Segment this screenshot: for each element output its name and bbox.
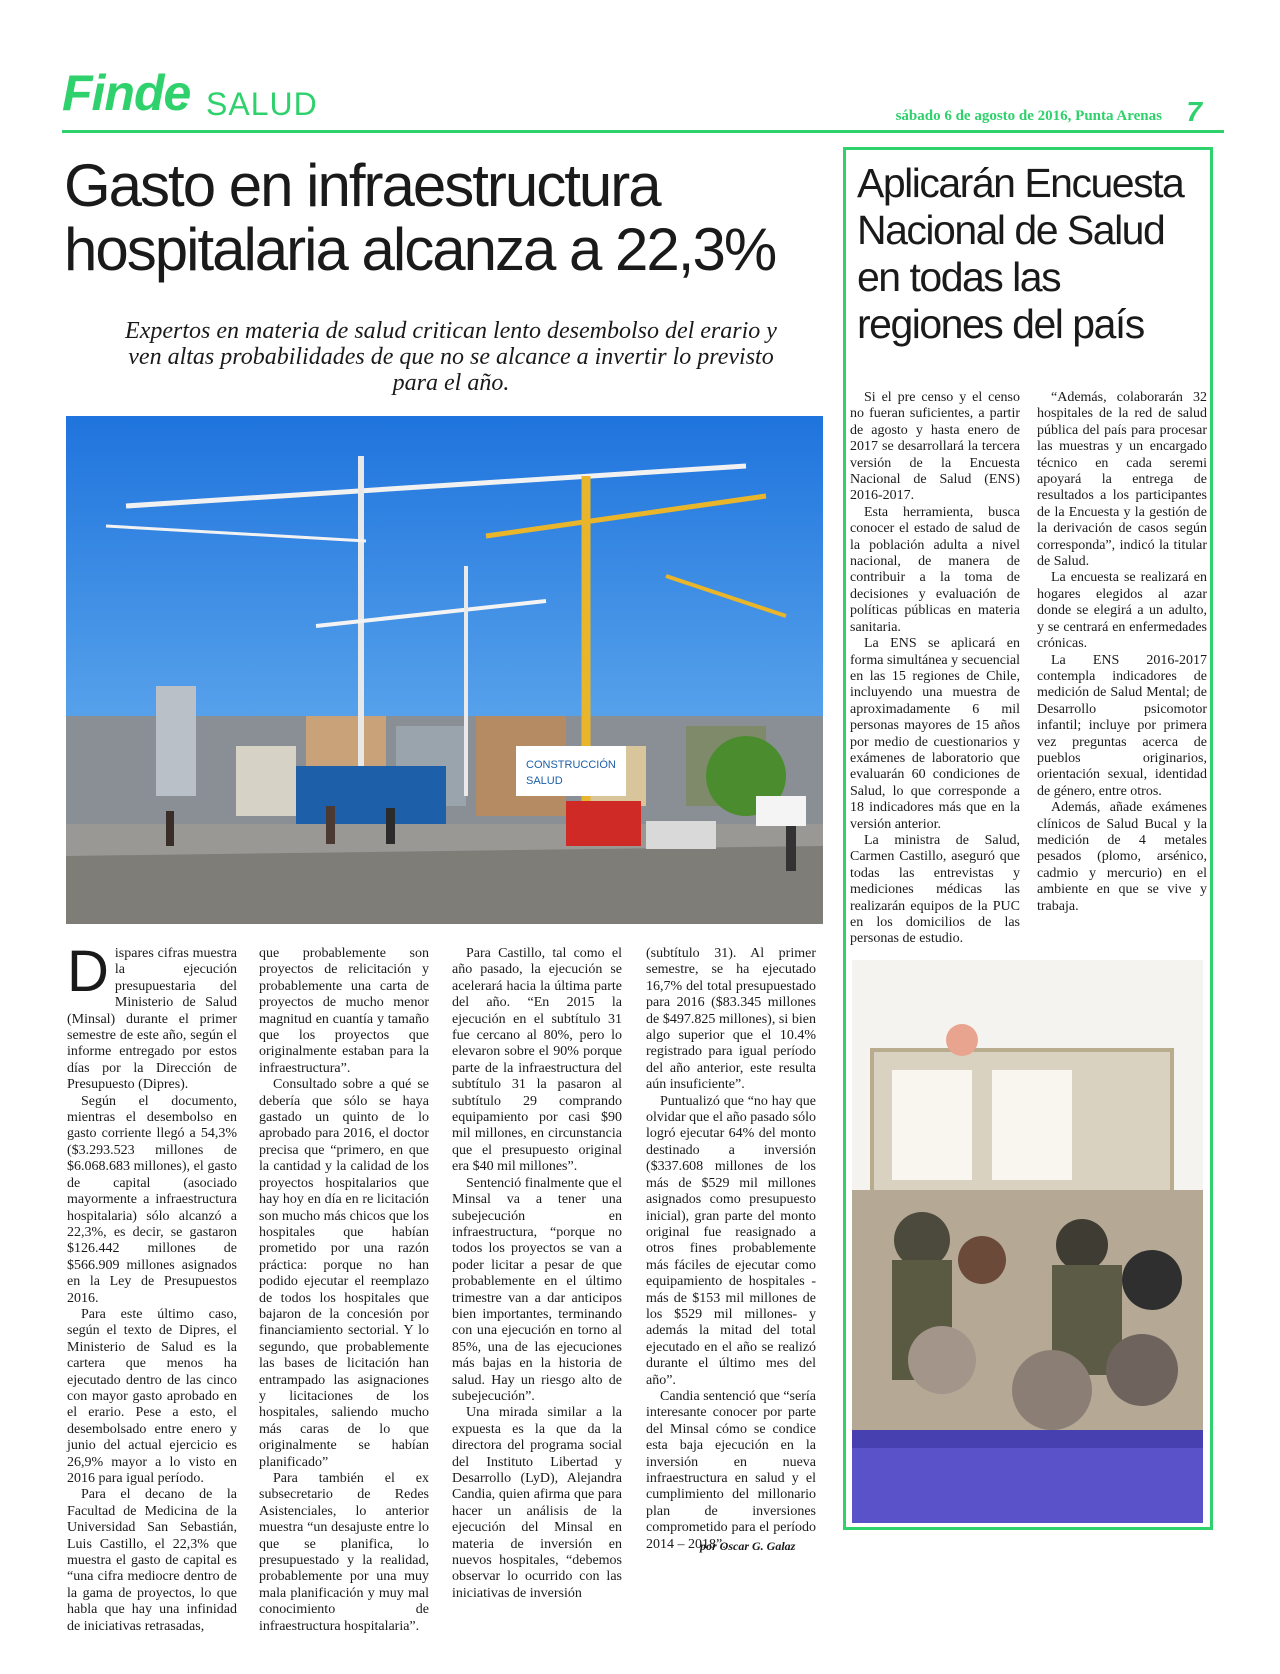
paragraph: La ENS 2016-2017 contempla indicadores de medición de Salud Mental; de Desarrollo psicomotor infantil; incluye por primera vez preguntas acerca de pueblos originarios, orientación sexual, identidad de género, entre otros.	[1037, 652, 1207, 799]
page-number: 7	[1186, 96, 1202, 127]
subhead-line: Expertos en materia de salud critican lento desembolso del erario y	[125, 318, 777, 344]
paragraph: “Además, colaborarán 32 hospitales de la red de salud pública del país para procesar las muestras y un encargado técnico en cada seremi apoyará la entrega de resultados a los participantes de la Encuesta y la gestión de la derivación de casos según corresponda”, indicó la titular de Salud.	[1037, 390, 1207, 570]
paragraph: Para el decano de la Facultad de Medicina de la Universidad San Sebastián, Luis Castillo, el 22,3% que muestra el gasto de capital es “una cifra mediocre dentro de la gama de proyectos, lo que habla que hay una infinidad de iniciativas retrasadas,	[67, 1487, 237, 1634]
paragraph: Candia sentenció que “sería interesante conocer por parte del Minsal cómo se condice esta baja ejecución en la inversión en nueva infraestructura en salud y el cumplimiento del millonario plan de inversiones comprometido para el período 2014 – 2018”.	[646, 1388, 816, 1552]
hospital-waiting-room-photo	[852, 960, 1203, 1523]
paragraph: Esta herramienta, busca conocer el estado de salud de la población adulta a nivel nacional, de manera de contribuir a la toma de decisiones y evaluación de políticas públicas en materia sanitaria.	[850, 504, 1020, 635]
paragraph: Una mirada similar a la expuesta es la que da la directora del programa social del Instituto Libertad y Desarrollo (LyD), Alejandra Candia, quien afirma que para hacer un análisis de la ejecución del Minsal en materia de inversión en nuevos hospitales, “debemos observar lo ocurrido con las iniciativas de inversión	[452, 1405, 622, 1601]
paragraph: Para Castillo, tal como el año pasado, la ejecución se acelerará hacia la última parte del año. “En 2015 la ejecución en el subtítulo 31 fue cercano al 80%, pero lo elevaron sobre el 90% porque parte de la infraestructura del subtítulo 31 la pasaron al subtítulo 29 comprando equipamiento por casi $90 mil millones, en circunstancia que el presupuesto original era $40 mil millones”.	[452, 946, 622, 1175]
paragraph: que probablemente son proyectos de relicitación y probablemente una carta de proyectos de mucho menor magnitud en cuantía y tamaño que los proyectos que originalmente estaban para la infraestructura”.	[259, 946, 429, 1076]
paragraph: Consultado sobre a qué se debería que sólo se haya gastado un quinto de lo aprobado para 2016, el doctor precisa que “primero, en que la cantidad y la calidad de los proyectos hospitalarios que hay hoy en día en re licitación son mucho más chicos que los hospitales que habían prometido por una razón práctica: porque no han podido ejecutar el reemplazo de todos los hospitales que bajaron de la concesión por financiamiento sectorial. Y lo segundo, que probablemente las bases de licitación han entrampado las asignaciones y licitaciones de los hospitales, saliendo mucho más caras de lo que originalmente se habían planificado”	[259, 1077, 429, 1470]
sidebar-headline-line: Aplicarán Encuesta	[857, 160, 1184, 206]
sidebar-headline-line: Nacional de Salud	[857, 207, 1165, 253]
sidebar-headline-line: regiones del país	[857, 301, 1144, 347]
sidebar-headline	[857, 160, 1207, 348]
headline-line: Gasto en infraestructura	[64, 152, 660, 219]
byline: por Oscar G. Galaz	[700, 1539, 796, 1553]
sidebar-column-1	[850, 390, 1020, 948]
article-subhead	[70, 318, 832, 396]
paragraph: ispares cifras muestra la ejecución presupuestaria del Ministerio de Salud (Minsal) durante el primer semestre de este año, según el informe entregado por estos días por la Dirección de Presupuesto (Dipres).	[67, 946, 237, 1093]
article-column-4	[646, 946, 816, 1553]
section-label: SALUD	[206, 86, 318, 122]
paragraph: La encuesta se realizará en hogares elegidos al azar donde se elegirá a un adulto, y se centrará en enfermedades crónicas.	[1037, 570, 1207, 652]
drop-cap: D	[67, 939, 109, 1004]
construction-cranes-photo	[66, 416, 823, 924]
header-rule	[62, 130, 1224, 133]
paragraph: Puntualizó que “no hay que olvidar que el año pasado sólo logró ejecutar 64% del monto destinado a inversión ($337.608 millones de los más de $529 mil millones asignados como presupuesto inicial), gran parte del monto original fue reasignado a otros fines probablemente más fáciles de ejecutar como equipamiento de hospitales -más de $153 mil millones de los $529 mil millones- y además la mitad del total ejecutado en el año se realizó durante el último mes del año”.	[646, 1093, 816, 1388]
paragraph: Para también el ex subsecretario de Redes Asistenciales, lo anterior muestra “un desajuste entre lo que se planifica, lo presupuestado y la realidad, probablemente por una muy mala planificación y muy mal conocimiento de infraestructura hospitalaria”.	[259, 1471, 429, 1634]
article-column-3	[452, 946, 622, 1602]
paragraph: La ministra de Salud, Carmen Castillo, aseguró que todas las entrevistas y mediciones médicas las realizarán equipos de la PUC en los domicilios de las personas de estudio.	[850, 832, 1020, 947]
sign-text: CONSTRUCCIÓN	[526, 759, 616, 771]
article-column-1	[67, 939, 237, 1635]
sidebar-headline-line: en todas las	[857, 254, 1061, 300]
sign-text: SALUD	[526, 775, 563, 787]
paragraph: (subtítulo 31). Al primer semestre, se ha ejecutado 16,7% del total presupuestado para 2016 ($83.345 millones de $497.825 millones), si bien algo superior que el 10.4% registrado para igual período del año anterior, este resulta aún insuficiente”.	[646, 946, 816, 1093]
subhead-line: para el año.	[392, 370, 510, 396]
paragraph: Para este último caso, según el texto de Dipres, el Ministerio de Salud es la cartera que menos ha ejecutado dentro de las cinco con mayor gasto aprobado en el erario. Pese a esto, el desembolsado entre enero y junio del actual ejercicio es 26,9% mayor a lo visto en 2016 para igual período.	[67, 1306, 237, 1486]
paragraph: Si el pre censo y el censo no fueran suficientes, a partir de agosto y hasta enero de 2017 se desarrollará la tercera versión de la Encuesta Nacional de Salud (ENS) 2016-2017.	[850, 390, 1020, 504]
article-headline	[64, 154, 834, 282]
paragraph: La ENS se aplicará en forma simultánea y secuencial en las 15 regiones de Chile, incluyendo una muestra de aproximadamente 6 mil personas mayores de 15 años por medio de cuestionarios y exámenes de laboratorio que evaluarán 60 condiciones de Salud, lo que corresponde a 18 indicadores más que en la versión anterior.	[850, 636, 1020, 832]
sidebar-column-2	[1037, 390, 1207, 915]
paragraph: Sentenció finalmente que el Minsal va a tener una subejecución en infraestructura, “porque no todos los proyectos se van a poder licitar a pesar de que probablemente en el último trimestre van a dar anticipos bien importantes, terminando con una ejecución en torno al 85%, una de las ejecuciones más bajas en la historia de salud. Hay un riesgo alto de subejecución”.	[452, 1175, 622, 1404]
dateline: sábado 6 de agosto de 2016, Punta Arenas	[895, 108, 1162, 124]
headline-line: hospitalaria alcanza a 22,3%	[64, 216, 776, 283]
paragraph: Según el documento, mientras el desembolso en gasto corriente llegó a 54,3% ($3.293.523 millones de $6.068.683 millones), el gasto de capital (asociado mayormente a infraestructura hospitalaria) sólo alcanzó a 22,3%, es decir, se gastaron $126.442 millones de $566.909 millones asignados en la Ley de Presupuestos 2016.	[67, 1093, 237, 1306]
finde-logo: Finde	[62, 65, 191, 121]
article-column-2	[259, 946, 429, 1635]
paragraph: Además, añade exámenes clínicos de Salud Bucal y la medición de 4 metales pesados (plomo, arsénico, cadmio y mercurio) en el ambiente en que se vive y trabaja.	[1037, 800, 1207, 914]
subhead-line: ven altas probabilidades de que no se alcance a invertir lo previsto	[128, 344, 774, 370]
